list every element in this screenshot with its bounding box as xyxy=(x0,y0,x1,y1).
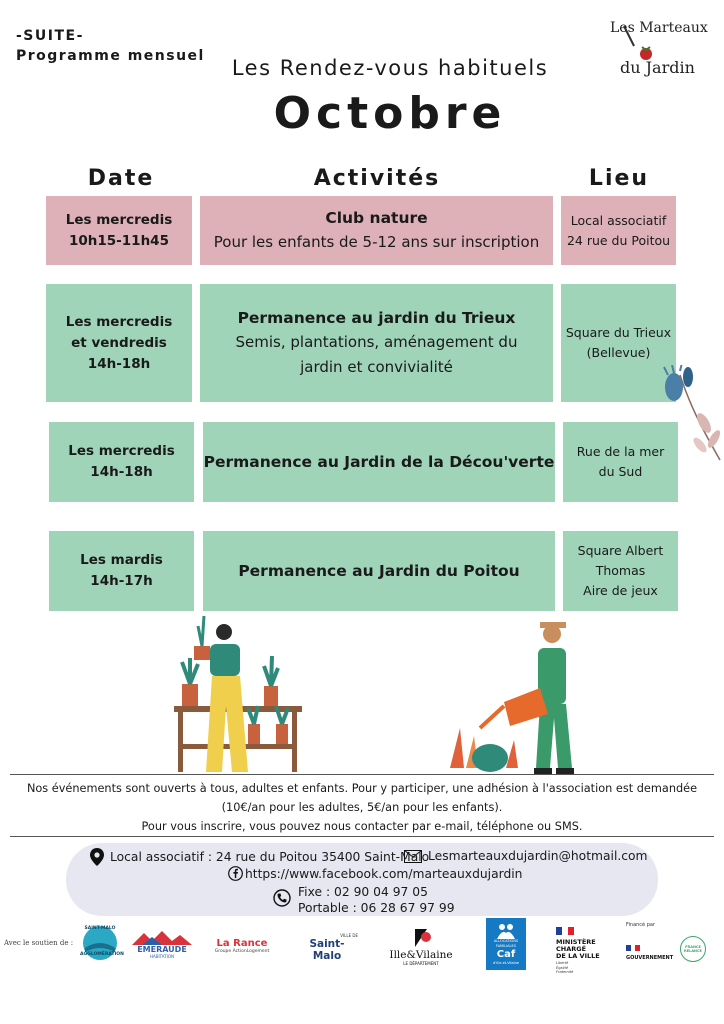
brand-line1: Les Marteaux xyxy=(610,20,708,36)
lieu-line: Rue de la mer xyxy=(576,444,665,459)
contact-block xyxy=(66,843,658,916)
table-row-activity xyxy=(200,196,553,265)
email-row[interactable] xyxy=(404,849,648,863)
divider xyxy=(10,774,714,775)
column-header-date: Date xyxy=(87,166,155,191)
caf-family-icon xyxy=(496,923,516,939)
ille-vilaine-text: Ille&Vilaine xyxy=(389,948,453,961)
notice-text xyxy=(20,779,704,836)
france-relance-badge: FRANCE RELANCE xyxy=(680,936,706,962)
facebook-link[interactable]: https://www.facebook.com/marteauxdujardin xyxy=(245,866,523,881)
date-line: 14h-18h xyxy=(87,355,151,372)
divider xyxy=(10,836,714,837)
activity-desc: Semis, plantations, aménagement du xyxy=(235,333,518,351)
table-row-lieu xyxy=(561,196,676,265)
caf-text: Caf xyxy=(496,948,516,960)
phone-numbers xyxy=(298,884,455,916)
ille-vilaine-mark-icon xyxy=(409,927,433,949)
emeraude-text: EMERAUDE xyxy=(137,945,187,954)
activity-desc: Pour les enfants de 5-12 ans sur inscription xyxy=(213,233,540,251)
activity-title: Permanence au Jardin de la Décou'verte xyxy=(203,453,555,471)
lieu-line: Square du Trieux xyxy=(565,325,672,340)
activity-title: Permanence au jardin du Trieux xyxy=(237,309,516,327)
flower-branch-icon xyxy=(660,365,724,465)
emeraude-mark-icon xyxy=(132,931,192,945)
phone-fixe[interactable]: Fixe : 02 90 04 97 05 xyxy=(298,885,428,899)
lieu-line: Square Albert xyxy=(577,543,664,558)
activity-title: Permanence au Jardin du Poitou xyxy=(238,562,520,580)
table-row-date xyxy=(46,284,192,402)
saint-malo-agglomeration-logo xyxy=(80,920,124,966)
date-line: 14h-18h xyxy=(90,464,153,480)
phone-portable[interactable]: Portable : 06 28 67 97 99 xyxy=(298,901,455,915)
suite-label: -SUITE- xyxy=(16,28,84,44)
table-row-date xyxy=(46,196,192,265)
table-row-lieu xyxy=(561,284,676,402)
lieu-line: Aire de jeux xyxy=(583,583,658,598)
notice-line: Pour vous inscrire, vous pouvez nous contacter par e-mail, téléphone ou SMS. xyxy=(141,820,583,833)
ministere-line: DE LA VILLE xyxy=(556,952,600,960)
table-row-date xyxy=(49,422,194,502)
gouvernement-logo xyxy=(626,922,722,966)
french-flag-icon xyxy=(556,927,574,935)
caf-logo xyxy=(486,918,526,970)
envelope-icon xyxy=(404,850,422,863)
programme-label: Programme mensuel xyxy=(16,48,205,64)
date-line: Les mercredis xyxy=(68,443,175,459)
table-row-activity xyxy=(203,422,555,502)
la-rance-text: La Rance xyxy=(216,938,268,949)
date-line: Les mardis xyxy=(80,552,163,568)
french-flag-icon xyxy=(626,945,640,951)
motto-line: Égalité xyxy=(556,965,569,970)
lieu-line: Thomas xyxy=(595,563,646,578)
ministere-logo xyxy=(556,920,616,974)
gardener-watering-illustration xyxy=(440,618,600,776)
date-line: Les mercredis xyxy=(65,313,173,330)
saint-malo-text: Saint-Malo xyxy=(309,937,345,962)
lieu-line: (Bellevue) xyxy=(586,345,651,360)
motto-line: Fraternité xyxy=(556,970,574,974)
notice-line: Nos événements sont ouverts à tous, adultes et enfants. Pour y participer, une adhésion à l'association est demandée xyxy=(26,782,698,795)
activity-desc: jardin et convivialité xyxy=(300,358,453,376)
page-title: Octobre xyxy=(273,88,507,139)
gouvernement-block xyxy=(626,936,672,961)
activity-title: Club nature xyxy=(325,209,428,227)
column-header-lieu: Lieu xyxy=(588,166,650,191)
ille-vilaine-sub: LE DÉPARTEMENT xyxy=(403,960,439,966)
la-rance-sub: Groupe ActionLogement xyxy=(214,949,270,954)
emeraude-sub: HABITATION xyxy=(150,954,174,959)
date-line: 10h15-11h45 xyxy=(69,232,169,249)
facebook-row[interactable] xyxy=(228,866,522,881)
agglo-text: SAINT-MALO AGGLOMÉRATION xyxy=(80,926,124,957)
gouvernement-text: GOUVERNEMENT xyxy=(626,955,674,961)
caf-sub: d'Ille-et-Vilaine xyxy=(493,960,519,965)
la-rance-logo xyxy=(210,932,274,960)
date-line: Les mercredis xyxy=(65,211,173,228)
finance-par-text: Financé par xyxy=(626,922,656,928)
address-text: Local associatif : 24 rue du Poitou 35400 Saint-Malo xyxy=(110,850,430,864)
table-row-date xyxy=(49,531,194,611)
ministere-line: MINISTÈRE xyxy=(556,938,596,946)
emeraude-logo xyxy=(128,930,196,960)
ville-de-text: VILLE DE xyxy=(340,932,358,938)
saint-malo-ville-logo xyxy=(296,934,358,960)
table-row-activity xyxy=(200,284,553,402)
date-line: 14h-17h xyxy=(90,573,153,589)
column-header-activites: Activités xyxy=(313,166,441,191)
subtitle: Les Rendez-vous habituels xyxy=(231,56,549,80)
date-line: et vendredis xyxy=(71,334,167,351)
location-pin-icon xyxy=(90,848,104,866)
brand-line2: du Jardin xyxy=(620,58,695,77)
lieu-line: du Sud xyxy=(598,464,643,479)
lieu-line: 24 rue du Poitou xyxy=(566,232,671,248)
ille-vilaine-logo xyxy=(384,922,458,970)
motto-line: Liberté xyxy=(556,961,569,965)
ministere-line: CHARGÉ xyxy=(556,945,587,953)
woman-with-plants-illustration xyxy=(172,606,312,776)
caf-top-text: ALLOCATIONS FAMILIALES xyxy=(493,938,519,948)
facebook-icon xyxy=(228,866,243,881)
lieu-line: Local associatif xyxy=(570,212,667,228)
address-row xyxy=(90,848,429,866)
sponsors-label: Avec le soutien de : xyxy=(4,939,74,947)
notice-line: (10€/an pour les adultes, 5€/an pour les enfants). xyxy=(221,801,503,814)
email-link[interactable]: Lesmarteauxdujardin@hotmail.com xyxy=(428,849,648,863)
phone-icon xyxy=(273,889,291,911)
table-row-activity xyxy=(203,531,555,611)
table-row-lieu xyxy=(563,531,678,611)
